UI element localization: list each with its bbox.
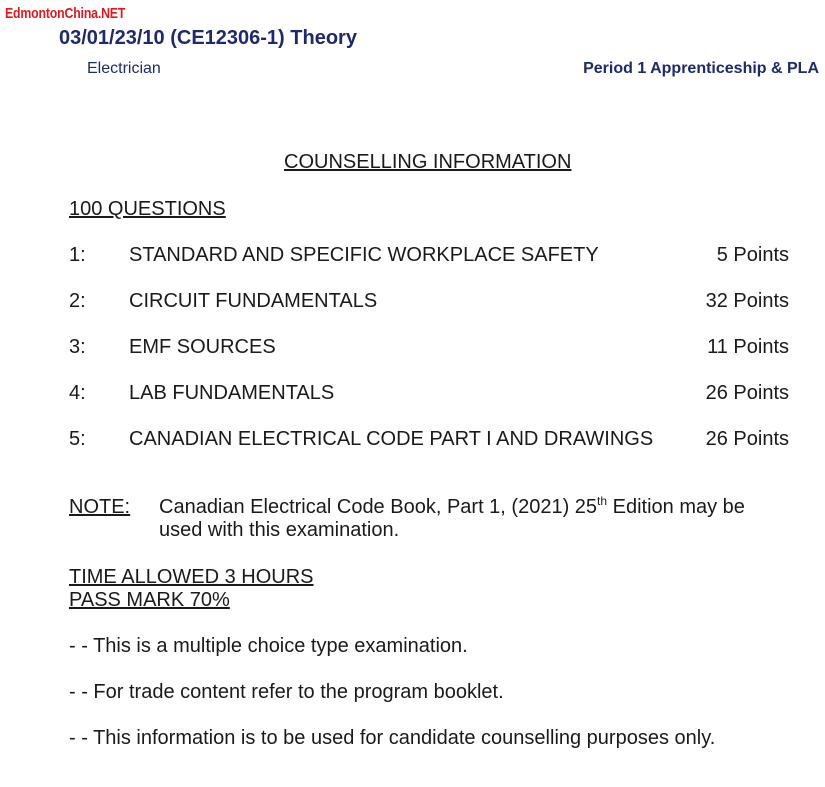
topic-number: 4: [69,382,86,404]
topic-name: LAB FUNDAMENTALS [129,382,335,404]
note-superscript: th [597,494,608,508]
topic-number: 2: [69,290,86,312]
watermark-logo: EdmontonChina.NET [5,5,126,22]
note-text [159,496,779,542]
note-label: NOTE: [69,496,131,518]
topic-name: STANDARD AND SPECIFIC WORKPLACE SAFETY [129,244,599,266]
exam-code-title: 03/01/23/10 (CE12306-1) Theory [59,27,357,49]
trade-name: Electrician [87,60,161,77]
info-bullet: - - This information is to be used for candidate counselling purposes only. [69,727,716,749]
topic-points: 26 Points [705,382,789,404]
note-text-end: Edition may be used with this examination. [159,496,745,541]
topic-row [69,428,789,454]
topic-row [69,290,789,316]
topic-name: EMF SOURCES [129,336,276,358]
note-text-start: Canadian Electrical Code Book, Part 1, (2021) 25 [159,496,598,518]
topic-number: 3: [69,336,86,358]
topic-points: 11 Points [707,336,789,358]
pass-mark: PASS MARK 70% [69,589,230,611]
info-bullet: - - For trade content refer to the program booklet. [69,681,504,703]
topic-row [69,382,789,408]
topic-row [69,336,789,362]
topic-name: CANADIAN ELECTRICAL CODE PART I AND DRAWINGS [129,428,654,450]
topic-points: 32 Points [705,290,789,312]
topic-name: CIRCUIT FUNDAMENTALS [129,290,378,312]
topic-number: 5: [69,428,86,450]
topic-points: 26 Points [705,428,789,450]
period-label: Period 1 Apprenticeship & PLA [583,60,819,77]
topic-number: 1: [69,244,86,266]
question-count: 100 QUESTIONS [69,198,226,220]
page-heading: COUNSELLING INFORMATION [284,151,572,173]
topic-row [69,244,789,270]
topic-points: 5 Points [716,244,789,266]
info-bullet: - - This is a multiple choice type examination. [69,635,468,657]
time-allowed: TIME ALLOWED 3 HOURS [69,566,314,588]
